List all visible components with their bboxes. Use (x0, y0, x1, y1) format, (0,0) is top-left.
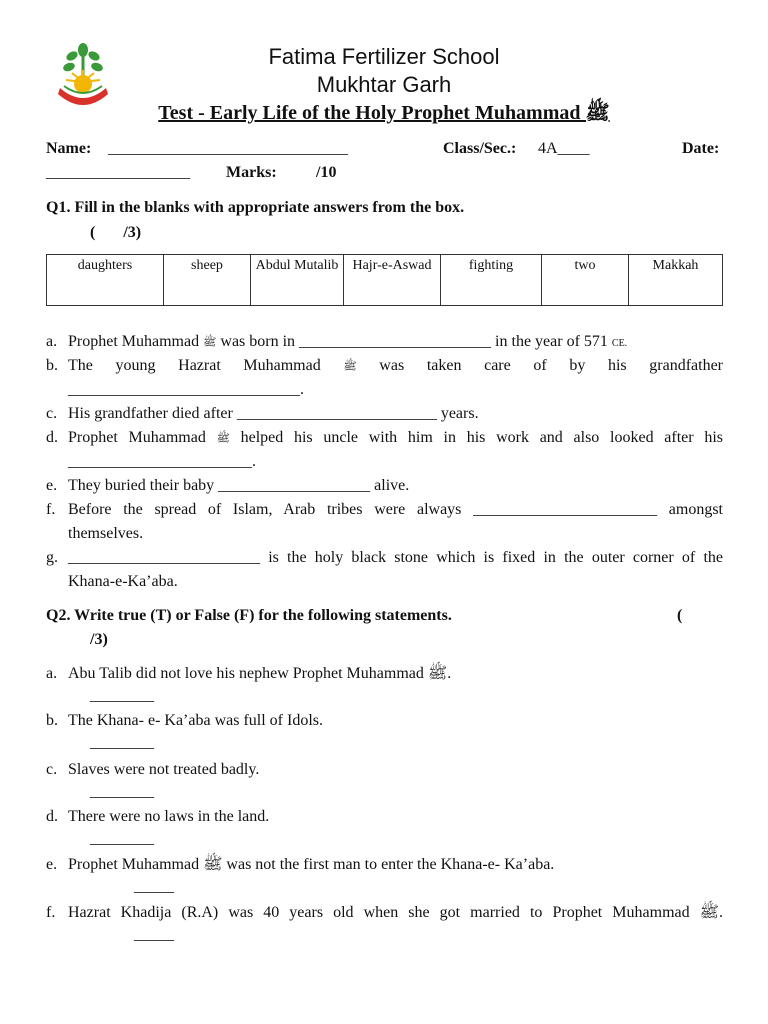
answer-blank[interactable]: ________ (90, 830, 154, 847)
q2-marks-close: /3) (90, 631, 108, 648)
class-label: Class/Sec.: (443, 140, 517, 157)
answer-blank[interactable]: _____ (134, 926, 174, 943)
q1-title: Q1. Fill in the blanks with appropriate answers from the box. (46, 199, 465, 216)
q1-item-a: a. Prophet Muhammad ﷺ was born in ________________________ in the year of 571 CE. (46, 333, 628, 350)
q1-item-e: e. They buried their baby ___________________ alive. (46, 477, 410, 494)
word-box-cell: daughters (47, 255, 164, 306)
word-box-cell: Makkah (629, 255, 723, 306)
answer-blank[interactable]: ________ (90, 783, 154, 800)
q1-item-b: b. The young Hazrat Muhammad ﷺ was taken care of by his grandfather _____________________________. (46, 357, 724, 399)
name-label: Name: (46, 140, 92, 157)
school-name: Fatima Fertilizer School (268, 44, 500, 69)
q2-item-c: c. Slaves were not treated badly. ________ (46, 758, 723, 804)
q2-title: Q2. Write true (T) or False (F) for the following statements. (46, 607, 452, 624)
date-label: Date: (682, 140, 720, 157)
date-field[interactable]: __________________ (46, 164, 190, 181)
school-location: Mukhtar Garh (316, 72, 452, 97)
q2-item-f: f. Hazrat Khadija (R.A) was 40 years old when she got married to Prophet Muhammad ﷺ. _____ (46, 901, 723, 947)
q1-marks: ( /3) (90, 224, 142, 241)
q1-item-d: d. Prophet Muhammad ﷺ helped his uncle with him in his work and also looked after his _______________________. (46, 429, 724, 471)
name-field[interactable]: ______________________________ (108, 140, 348, 157)
word-box-cell: Hajr-e-Aswad (344, 255, 441, 306)
q1-item-c: c. His grandfather died after _________________________ years. (46, 405, 479, 422)
test-title: Test - Early Life of the Holy Prophet Muhammad ﷺ (158, 102, 610, 124)
q2-marks-open: ( (677, 607, 683, 624)
word-box-cell: sheep (164, 255, 251, 306)
marks-value: /10 (316, 164, 337, 181)
answer-blank[interactable]: ________ (90, 687, 154, 704)
q2-item-d: d. There were no laws in the land. ________ (46, 805, 723, 851)
q1-item-f: f. Before the spread of Islam, Arab tribes were always _______________________ amongst themselves. (46, 501, 723, 542)
answer-blank[interactable]: _____ (134, 878, 174, 895)
q1-item-g: g. ________________________ is the holy black stone which is fixed in the outer corner of the Khana-e-Ka’aba. (46, 549, 723, 590)
marks-label: Marks: (226, 164, 277, 181)
word-box-cell: Abdul Mutalib (251, 255, 344, 306)
word-box-cell: fighting (441, 255, 542, 306)
class-value: 4A____ (538, 140, 590, 157)
q2-item-a: a. Abu Talib did not love his nephew Prophet Muhammad ﷺ. ________ (46, 662, 723, 708)
answer-blank[interactable]: ________ (90, 734, 154, 751)
q2-item-e: e. Prophet Muhammad ﷺ was not the first man to enter the Khana-e- Ka’aba. _____ (46, 853, 723, 899)
word-box (46, 254, 723, 306)
q2-item-b: b. The Khana- e- Ka’aba was full of Idols. ________ (46, 709, 723, 755)
word-box-cell: two (542, 255, 629, 306)
